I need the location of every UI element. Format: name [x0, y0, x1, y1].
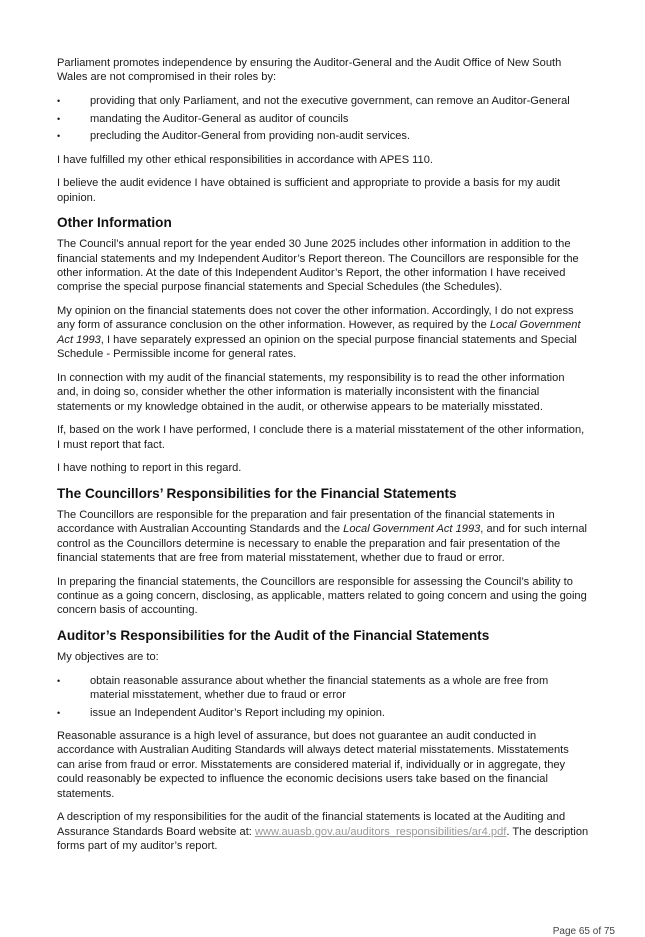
- councillors-heading: The Councillors’ Responsibilities for the Financial Statements: [57, 485, 457, 501]
- councillors-paragraph-2: In preparing the financial statements, the Councillors are responsible for assessing the Council’s ability to continue as a going concern, disclosing, as applicable, matters related to going concern and using the going concern basis of accounting.: [57, 575, 587, 617]
- act-name: Local Government Act 1993: [343, 523, 481, 536]
- auasb-link[interactable]: www.auasb.gov.au/auditors_responsibilities/ar4.pdf: [254, 825, 507, 838]
- other-info-paragraph-3: In connection with my audit of the financial statements, my responsibility is to read the other information and, in doing so, consider whether the other information is materially inconsistent with the financial statements or my knowledge obtained in the audit, or otherwise appears to be materially misstated.: [57, 371, 565, 413]
- list-item: • issue an Independent Auditor’s Report including my opinion.: [57, 706, 589, 720]
- independence-list: [57, 94, 589, 144]
- other-info-paragraph-1: The Council’s annual report for the year ended 30 June 2025 includes other information in addition to the financial statements and my Independent Auditor’s Report thereon. The Councillors are responsible for the other information. At the date of this Independent Auditor’s Report, the other information I have received comprise the special purpose financial statements and Special Schedules (the Schedules).: [57, 238, 579, 294]
- other-information-heading: Other Information: [57, 215, 172, 231]
- list-item: • precluding the Auditor-General from providing non-audit services.: [57, 129, 589, 143]
- page-number: Page 65 of 75: [552, 926, 615, 937]
- description-paragraph: A description of my responsibilities for the audit of the financial statements is located at the Auditing and Assurance Standards Board website at: www.auasb.gov.au/auditors_responsibilities/ar4.pdf. The description forms part of my auditor’s report.: [57, 811, 589, 853]
- auditor-heading: Auditor’s Responsibilities for the Audit of the Financial Statements: [57, 628, 490, 644]
- independence-paragraph: Parliament promotes independence by ensuring the Auditor-General and the Audit Office of New South Wales are not compromised in their roles by:: [57, 57, 562, 84]
- other-info-paragraph-5: I have nothing to report in this regard.: [57, 462, 242, 475]
- ethics-paragraph: I have fulfilled my other ethical responsibilities in accordance with APES 110.: [57, 153, 433, 166]
- councillors-paragraph-1: The Councillors are responsible for the preparation and fair presentation of the financial statements in accordance with Australian Accounting Standards and the Local Government Act 1993, and for such internal control as the Councillors determine is necessary to enable the preparation and fair presentation of the financial statements that are free from material misstatement, whether due to fraud or error.: [57, 508, 587, 565]
- other-info-paragraph-2: My opinion on the financial statements does not cover the other information. Accordingly, I do not express any form of assurance conclusion on the other information. However, as required by the Local Government Act 1993, I have separately expressed an opinion on the special purpose financial statements and Special Schedule - Permissible income for general rates.: [57, 305, 581, 361]
- evidence-paragraph: I believe the audit evidence I have obtained is sufficient and appropriate to provide a basis for my audit opinion.: [57, 177, 561, 204]
- list-item: • mandating the Auditor-General as auditor of councils: [57, 112, 589, 126]
- objectives-paragraph: My objectives are to:: [57, 651, 159, 664]
- list-item: • obtain reasonable assurance about whether the financial statements as a whole are free from material misstatement, whether due to fraud or error: [57, 674, 589, 703]
- list-item: • providing that only Parliament, and not the executive government, can remove an Auditor-General: [57, 94, 589, 108]
- other-info-paragraph-4: If, based on the work I have performed, I conclude there is a material misstatement of the other information, I must report that fact.: [57, 424, 585, 451]
- assurance-paragraph: Reasonable assurance is a high level of assurance, but does not guarantee an audit conducted in accordance with Australian Auditing Standards will always detect material misstatements. Misstatements can arise from fraud or error. Misstatements are considered material if, individually or in aggregate, they could reasonably be expected to influence the economic decisions users take based on the financial statements.: [57, 730, 569, 800]
- objectives-list: [57, 674, 589, 720]
- act-name: Local Government Act 1993: [57, 319, 581, 346]
- document-body: [57, 56, 589, 863]
